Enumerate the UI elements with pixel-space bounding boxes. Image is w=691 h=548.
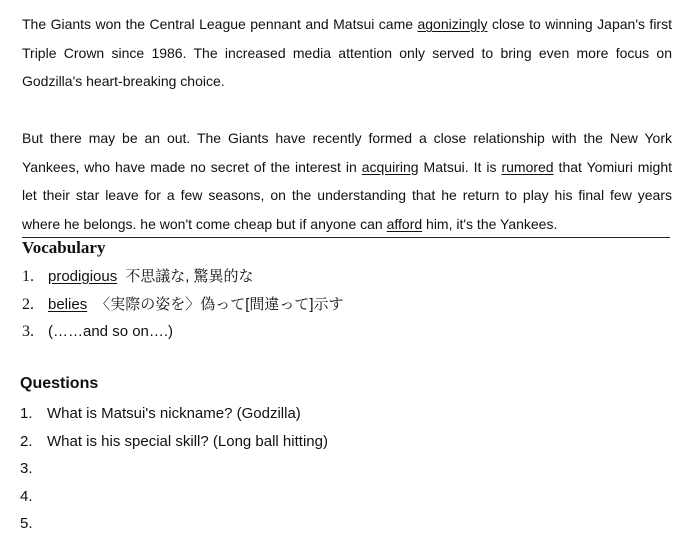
- vocabulary-heading: Vocabulary: [22, 238, 106, 257]
- question-number: 4.: [20, 487, 33, 505]
- vocabulary-number: 3.: [22, 323, 34, 340]
- vocabulary-item: [22, 264, 344, 292]
- questions-heading: Questions: [20, 375, 99, 392]
- vocabulary-term: belies: [48, 295, 88, 313]
- question-text: What is Matsui's nickname? (Godzilla): [47, 405, 301, 422]
- vocabulary-meaning: 不思議な, 驚異的な: [125, 268, 254, 285]
- question-number: 5.: [20, 515, 33, 532]
- question-item: [20, 401, 328, 429]
- question-item: [20, 456, 328, 484]
- questions-list: [20, 401, 328, 539]
- vocab-word-acquiring: acquiring: [361, 158, 419, 175]
- paragraph-2-text-a: But there may be an out. The Giants have recently formed a close relationship with the New York Yankees, who have made no secret of the interest in: [22, 130, 672, 175]
- paragraph-1: [22, 10, 672, 96]
- vocabulary-term: prodigious: [48, 268, 118, 285]
- vocab-word-agonizingly: agonizingly: [417, 16, 488, 32]
- vocab-word-rumored: rumored: [501, 158, 554, 175]
- question-text: What is his special skill? (Long ball hitting): [47, 432, 328, 450]
- paragraph-2-text-c: that Yomiuri might let their star leave for a few seasons, on the understanding that he return to play his final few years where he belongs. he won't come cheap but if anyone can: [22, 158, 673, 232]
- question-number: 3.: [20, 460, 33, 477]
- vocabulary-meaning: (……and so on….): [48, 323, 174, 340]
- question-item: [20, 484, 328, 512]
- question-item: [20, 429, 328, 457]
- question-item: [20, 511, 328, 539]
- paragraph-1-text-a: The Giants won the Central League pennant and Matsui came: [22, 16, 418, 32]
- vocabulary-item: [22, 292, 344, 320]
- vocabulary-meaning: 〈実際の姿を〉偽って[間違って]示す: [95, 295, 344, 313]
- paragraph-2: [22, 124, 672, 238]
- vocabulary-number: 2.: [22, 295, 34, 313]
- question-number: 2.: [20, 432, 33, 450]
- vocab-word-afford: afford: [386, 215, 423, 232]
- section-divider: [22, 237, 670, 238]
- vocabulary-list: [22, 264, 344, 347]
- vocabulary-number: 1.: [22, 268, 34, 285]
- vocabulary-item: [22, 319, 344, 347]
- paragraph-2-text-b: Matsui. It is: [418, 158, 502, 175]
- question-number: 1.: [20, 405, 33, 422]
- paragraph-2-text-d: him, it's the Yankees.: [422, 215, 558, 232]
- paragraph-1-text-b: close to winning Japan's first Triple Crown since 1986. The increased media attention only served to bring even more focus on Godzilla's heart-breaking choice.: [22, 16, 672, 89]
